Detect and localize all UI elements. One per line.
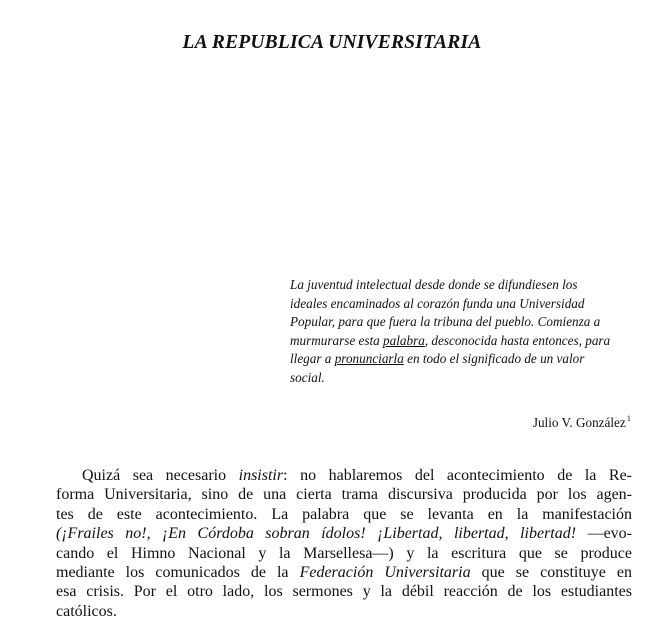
- epigraph-line: La juventud intelectual desde donde se difundiesen los: [290, 277, 578, 292]
- epigraph-text: en todo el significado de un valor: [403, 351, 585, 367]
- body-line: tes de este acontecimiento. La palabra que se levanta en la manifestación: [56, 505, 632, 523]
- body-line: esa crisis. Por el otro lado, los sermones y la débil reacción de los estudiantes: [56, 583, 632, 601]
- body-line: mediante los comunicados de la Federación Universitaria que se constituye en: [56, 564, 633, 582]
- epigraph-line: [290, 350, 632, 369]
- body-line: católicos.: [56, 602, 117, 620]
- underlined-word: pronunciarla: [334, 351, 404, 367]
- epigraph-line: [290, 332, 632, 351]
- epigraph-text: llegar a: [290, 351, 335, 367]
- epigraph-text: , desconocida hasta entonces, para: [424, 332, 611, 348]
- epigraph-attribution: [533, 413, 631, 431]
- footnote-marker: 1: [626, 413, 631, 423]
- underlined-word: palabra: [383, 332, 425, 348]
- body-line: Quizá sea necesario insistir: no hablaremos del acontecimiento de la Re-: [82, 467, 632, 484]
- epigraph-line: Popular, para que fuera la tribuna del pueblo. Comienza a: [290, 314, 601, 330]
- body-paragraph: [56, 466, 632, 621]
- epigraph-line: ideales encaminados al corazón funda una Universidad: [290, 295, 585, 311]
- epigraph-line: social.: [290, 369, 325, 385]
- epigraph-text: murmurarse esta: [290, 332, 384, 348]
- epigraph: [290, 276, 632, 388]
- chapter-title: LA REPUBLICA UNIVERSITARIA: [182, 32, 482, 53]
- body-line: cando el Himno Nacional y la Marsellesa—) y la escritura que se produce: [56, 544, 632, 562]
- body-line: (¡Frailes no!, ¡En Córdoba sobran ídolos! ¡Libertad, libertad, libertad! —evo-: [56, 525, 632, 543]
- author-name: Julio V. González: [532, 415, 626, 430]
- body-line: forma Universitaria, sino de una cierta trama discursiva producida por los agen-: [56, 486, 632, 504]
